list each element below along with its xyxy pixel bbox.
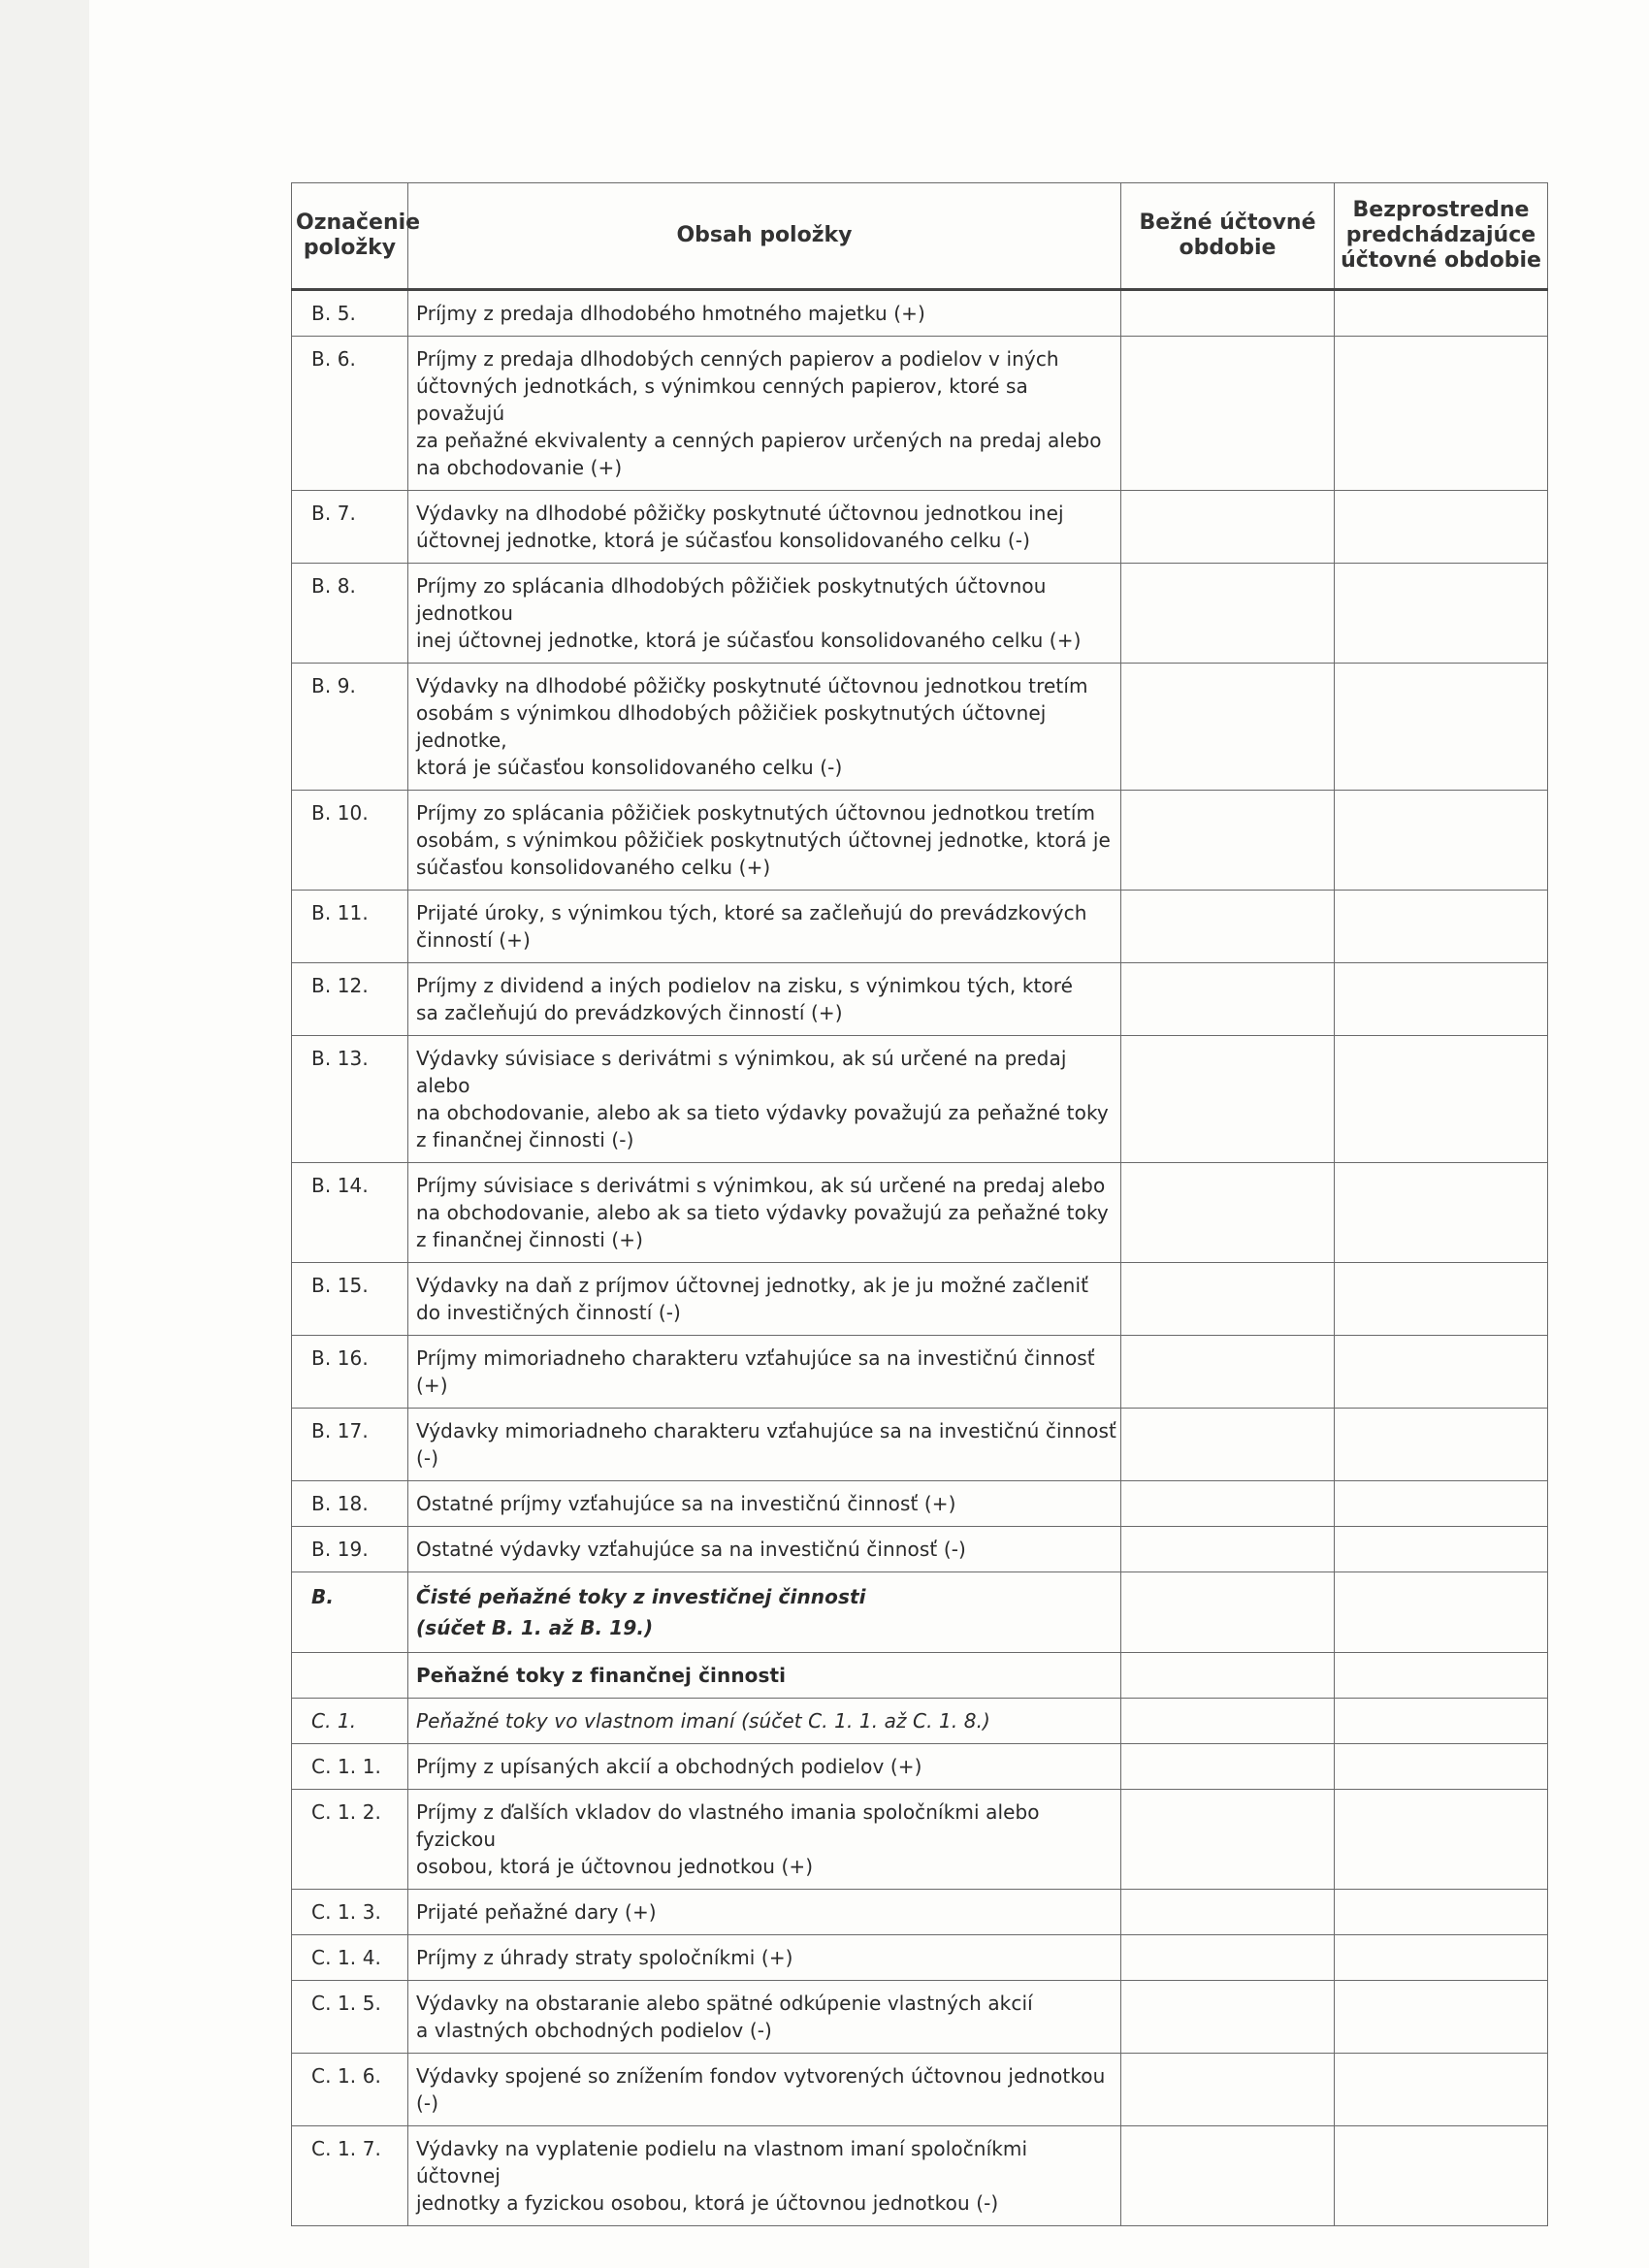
- table-row: [292, 1263, 1548, 1336]
- header-current-period: Bežné účtovné obdobie: [1121, 183, 1335, 290]
- table-row: [292, 1336, 1548, 1409]
- row-previous-value: [1335, 491, 1548, 564]
- header-item-code: Označenie položky: [292, 183, 408, 290]
- row-current-value: [1121, 564, 1335, 664]
- row-previous-value: [1335, 1163, 1548, 1263]
- table-row: [292, 1981, 1548, 2054]
- table-row: [292, 1572, 1548, 1653]
- row-text: Príjmy zo splácania dlhodobých pôžičiek poskytnutých účtovnou jednotkou inej účtovnej jednotke, ktorá je súčasťou konsolidovaného celku (+): [408, 564, 1121, 664]
- row-previous-value: [1335, 791, 1548, 891]
- row-previous-value: [1335, 564, 1548, 664]
- row-text: Príjmy z upísaných akcií a obchodných podielov (+): [408, 1744, 1121, 1790]
- row-code: B. 10.: [292, 791, 408, 891]
- table-row: [292, 2054, 1548, 2126]
- row-previous-value: [1335, 1981, 1548, 2054]
- row-code: B. 17.: [292, 1409, 408, 1481]
- row-current-value: [1121, 1036, 1335, 1163]
- row-current-value: [1121, 1336, 1335, 1409]
- row-text: Príjmy z ďalších vkladov do vlastného imania spoločníkmi alebo fyzickou osobou, ktorá je účtovnou jednotkou (+): [408, 1790, 1121, 1890]
- row-text: Výdavky súvisiace s derivátmi s výnimkou, ak sú určené na predaj alebo na obchodovanie, alebo ak sa tieto výdavky považujú za peňažné toky z finančnej činnosti (-): [408, 1036, 1121, 1163]
- row-code: B. 8.: [292, 564, 408, 664]
- table-row: [292, 1890, 1548, 1935]
- row-code: [292, 1653, 408, 1699]
- header-item-content: Obsah položky: [408, 183, 1121, 290]
- row-code: B. 16.: [292, 1336, 408, 1409]
- row-code: B. 15.: [292, 1263, 408, 1336]
- table-row: [292, 791, 1548, 891]
- row-previous-value: [1335, 1527, 1548, 1572]
- table-row: [292, 1744, 1548, 1790]
- row-code: B. 12.: [292, 963, 408, 1036]
- row-code: C. 1. 5.: [292, 1981, 408, 2054]
- table-row: [292, 1653, 1548, 1699]
- row-previous-value: [1335, 664, 1548, 791]
- row-text: Ostatné príjmy vzťahujúce sa na investičnú činnosť (+): [408, 1481, 1121, 1527]
- row-current-value: [1121, 1481, 1335, 1527]
- row-code: B. 18.: [292, 1481, 408, 1527]
- row-previous-value: [1335, 1336, 1548, 1409]
- row-text: Príjmy mimoriadneho charakteru vzťahujúce sa na investičnú činnosť (+): [408, 1336, 1121, 1409]
- row-current-value: [1121, 1935, 1335, 1981]
- row-text: Príjmy z úhrady straty spoločníkmi (+): [408, 1935, 1121, 1981]
- row-text: Prijaté úroky, s výnimkou tých, ktoré sa začleňujú do prevádzkových činností (+): [408, 891, 1121, 963]
- table-row: [292, 1527, 1548, 1572]
- row-current-value: [1121, 791, 1335, 891]
- row-code: B. 7.: [292, 491, 408, 564]
- table-row: [292, 664, 1548, 791]
- row-current-value: [1121, 337, 1335, 491]
- table-header: [292, 183, 1548, 290]
- row-current-value: [1121, 2054, 1335, 2126]
- row-code: B.: [292, 1572, 408, 1653]
- cash-flow-table: [291, 182, 1548, 2226]
- row-text: Peňažné toky vo vlastnom imaní (súčet C. 1. 1. až C. 1. 8.): [408, 1699, 1121, 1744]
- table-body: [292, 290, 1548, 2226]
- row-text: Výdavky spojené so znížením fondov vytvorených účtovnou jednotkou (-): [408, 2054, 1121, 2126]
- row-text: Príjmy z predaja dlhodobých cenných papierov a podielov v iných účtovných jednotkách, s výnimkou cenných papierov, ktoré sa považujú za peňažné ekvivalenty a cenných papierov určených na predaj alebo na obchodovanie (+): [408, 337, 1121, 491]
- row-text: Príjmy z predaja dlhodobého hmotného majetku (+): [408, 290, 1121, 337]
- row-current-value: [1121, 1572, 1335, 1653]
- row-text: Ostatné výdavky vzťahujúce sa na investičnú činnosť (-): [408, 1527, 1121, 1572]
- row-previous-value: [1335, 891, 1548, 963]
- row-previous-value: [1335, 1481, 1548, 1527]
- row-current-value: [1121, 1981, 1335, 2054]
- row-code: C. 1. 3.: [292, 1890, 408, 1935]
- row-text: Prijaté peňažné dary (+): [408, 1890, 1121, 1935]
- row-current-value: [1121, 963, 1335, 1036]
- row-text: Výdavky na dlhodobé pôžičky poskytnuté účtovnou jednotkou inej účtovnej jednotke, ktorá je súčasťou konsolidovaného celku (-): [408, 491, 1121, 564]
- row-code: C. 1. 1.: [292, 1744, 408, 1790]
- table-row: [292, 2126, 1548, 2226]
- row-previous-value: [1335, 963, 1548, 1036]
- row-current-value: [1121, 1890, 1335, 1935]
- row-text: Príjmy zo splácania pôžičiek poskytnutých účtovnou jednotkou tretím osobám, s výnimkou pôžičiek poskytnutých účtovnej jednotke, ktorá je súčasťou konsolidovaného celku (+): [408, 791, 1121, 891]
- row-previous-value: [1335, 1263, 1548, 1336]
- row-current-value: [1121, 491, 1335, 564]
- row-previous-value: [1335, 337, 1548, 491]
- row-current-value: [1121, 1744, 1335, 1790]
- table-row: [292, 1163, 1548, 1263]
- table-row: [292, 1409, 1548, 1481]
- row-previous-value: [1335, 1653, 1548, 1699]
- row-current-value: [1121, 1790, 1335, 1890]
- row-text: Príjmy súvisiace s derivátmi s výnimkou, ak sú určené na predaj alebo na obchodovanie, alebo ak sa tieto výdavky považujú za peňažné toky z finančnej činnosti (+): [408, 1163, 1121, 1263]
- row-text: Peňažné toky z finančnej činnosti: [408, 1653, 1121, 1699]
- row-current-value: [1121, 1409, 1335, 1481]
- row-code: B. 5.: [292, 290, 408, 337]
- row-code: B. 13.: [292, 1036, 408, 1163]
- row-previous-value: [1335, 2054, 1548, 2126]
- row-current-value: [1121, 2126, 1335, 2226]
- row-code: B. 19.: [292, 1527, 408, 1572]
- row-code: C. 1. 6.: [292, 2054, 408, 2126]
- row-previous-value: [1335, 1572, 1548, 1653]
- row-code: C. 1. 4.: [292, 1935, 408, 1981]
- row-code: B. 11.: [292, 891, 408, 963]
- row-current-value: [1121, 664, 1335, 791]
- row-previous-value: [1335, 1036, 1548, 1163]
- table-row: [292, 337, 1548, 491]
- row-current-value: [1121, 290, 1335, 337]
- row-code: B. 14.: [292, 1163, 408, 1263]
- row-current-value: [1121, 1163, 1335, 1263]
- row-current-value: [1121, 1263, 1335, 1336]
- row-text: Výdavky na vyplatenie podielu na vlastnom imaní spoločníkmi účtovnej jednotky a fyzickou osobou, ktorá je účtovnou jednotkou (-): [408, 2126, 1121, 2226]
- row-current-value: [1121, 1699, 1335, 1744]
- row-text: Čisté peňažné toky z investičnej činnosti (súčet B. 1. až B. 19.): [408, 1572, 1121, 1653]
- table-row: [292, 963, 1548, 1036]
- table-row: [292, 1790, 1548, 1890]
- table-row: [292, 1935, 1548, 1981]
- table-row: [292, 891, 1548, 963]
- row-code: C. 1. 7.: [292, 2126, 408, 2226]
- row-current-value: [1121, 1527, 1335, 1572]
- table-row: [292, 491, 1548, 564]
- row-text: Výdavky mimoriadneho charakteru vzťahujúce sa na investičnú činnosť (-): [408, 1409, 1121, 1481]
- row-text: Výdavky na obstaranie alebo spätné odkúpenie vlastných akcií a vlastných obchodných podielov (-): [408, 1981, 1121, 2054]
- row-previous-value: [1335, 1790, 1548, 1890]
- row-previous-value: [1335, 1935, 1548, 1981]
- table-row: [292, 290, 1548, 337]
- table-row: [292, 1481, 1548, 1527]
- row-previous-value: [1335, 1744, 1548, 1790]
- row-code: B. 9.: [292, 664, 408, 791]
- row-previous-value: [1335, 290, 1548, 337]
- row-previous-value: [1335, 1409, 1548, 1481]
- row-text: Príjmy z dividend a iných podielov na zisku, s výnimkou tých, ktoré sa začleňujú do prevádzkových činností (+): [408, 963, 1121, 1036]
- row-code: C. 1. 2.: [292, 1790, 408, 1890]
- row-code: B. 6.: [292, 337, 408, 491]
- row-current-value: [1121, 1653, 1335, 1699]
- table-row: [292, 1699, 1548, 1744]
- table-row: [292, 564, 1548, 664]
- row-previous-value: [1335, 1699, 1548, 1744]
- row-code: C. 1.: [292, 1699, 408, 1744]
- row-text: Výdavky na dlhodobé pôžičky poskytnuté účtovnou jednotkou tretím osobám s výnimkou dlhodobých pôžičiek poskytnutých účtovnej jednotke, ktorá je súčasťou konsolidovaného celku (-): [408, 664, 1121, 791]
- row-previous-value: [1335, 2126, 1548, 2226]
- row-current-value: [1121, 891, 1335, 963]
- row-text: Výdavky na daň z príjmov účtovnej jednotky, ak je ju možné začleniť do investičných činností (-): [408, 1263, 1121, 1336]
- scan-gutter: [0, 0, 89, 2268]
- row-previous-value: [1335, 1890, 1548, 1935]
- table-row: [292, 1036, 1548, 1163]
- header-previous-period: Bezprostredne predchádzajúce účtovné obdobie: [1335, 183, 1548, 290]
